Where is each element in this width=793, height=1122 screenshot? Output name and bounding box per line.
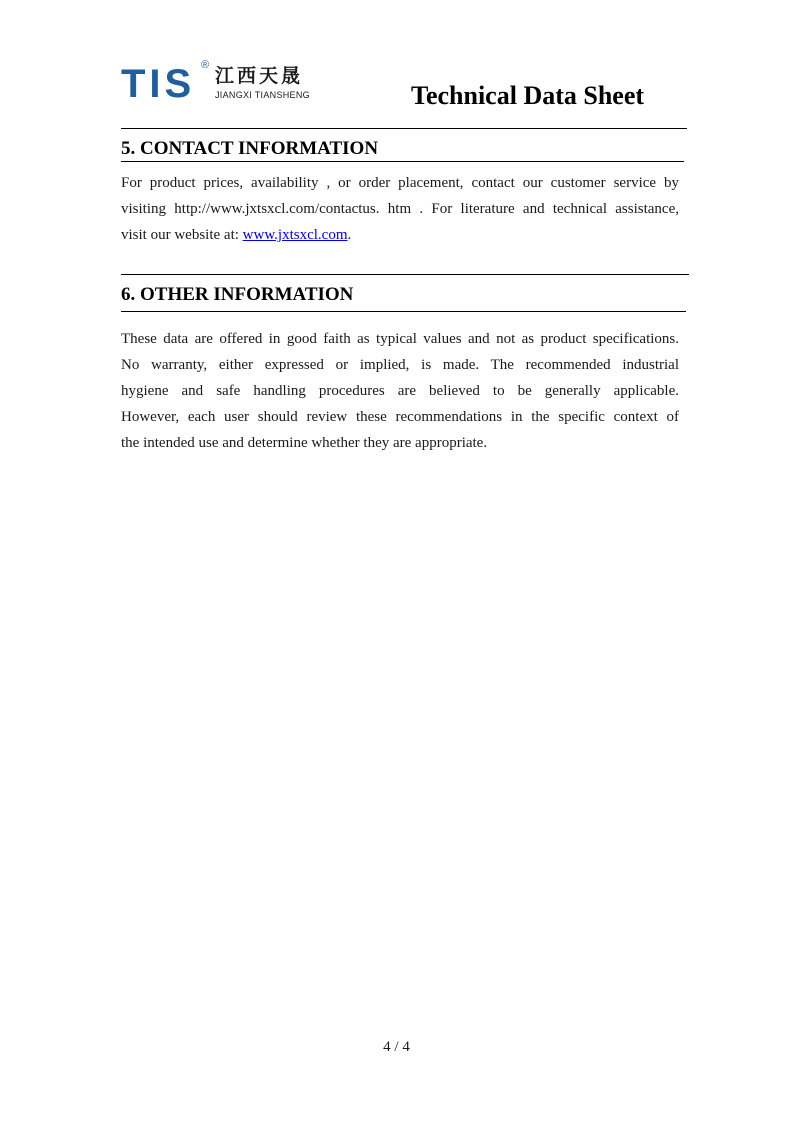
page-number: 4 / 4: [383, 1039, 410, 1055]
section-heading-other: 6. OTHER INFORMATION: [121, 284, 354, 305]
section-heading-contact: 5. CONTACT INFORMATION: [121, 138, 379, 159]
section-underline-contact: [121, 161, 684, 162]
other-line-2: No warranty, either expressed or implied, is made. The recommended industrial: [121, 357, 679, 373]
section-divider: [121, 274, 689, 275]
other-line-5: the intended use and determine whether they are appropriate.: [121, 435, 488, 451]
other-paragraph: [121, 326, 679, 456]
contact-line-3-prefix: visit our website at:: [121, 227, 243, 243]
logo-english-name: JIANGXI TIANSHENG: [215, 90, 310, 100]
logo-chinese-name: 江西天晟: [215, 65, 304, 87]
contact-paragraph: [121, 170, 679, 248]
contact-line-3: [121, 222, 679, 248]
section-underline-other: [121, 311, 686, 312]
other-line-4: However, each user should review these recommendations in the specific context of: [121, 409, 679, 425]
logo-mark: TIS: [121, 62, 196, 106]
contact-line-3-suffix: .: [347, 227, 352, 243]
registered-mark: ®: [201, 59, 210, 71]
company-logo: [121, 58, 321, 104]
header-divider: [121, 128, 687, 129]
contact-line-2: visiting http://www.jxtsxcl.com/contactus. htm . For literature and technical assistance,: [121, 201, 679, 217]
document-title: Technical Data Sheet: [411, 81, 645, 110]
contact-line-1: For product prices, availability , or order placement, contact our customer service by: [121, 175, 679, 191]
other-line-3: hygiene and safe handling procedures are believed to be generally applicable.: [121, 383, 679, 399]
website-link[interactable]: www.jxtsxcl.com: [242, 227, 348, 243]
other-line-1: These data are offered in good faith as typical values and not as product specifications.: [121, 331, 679, 347]
